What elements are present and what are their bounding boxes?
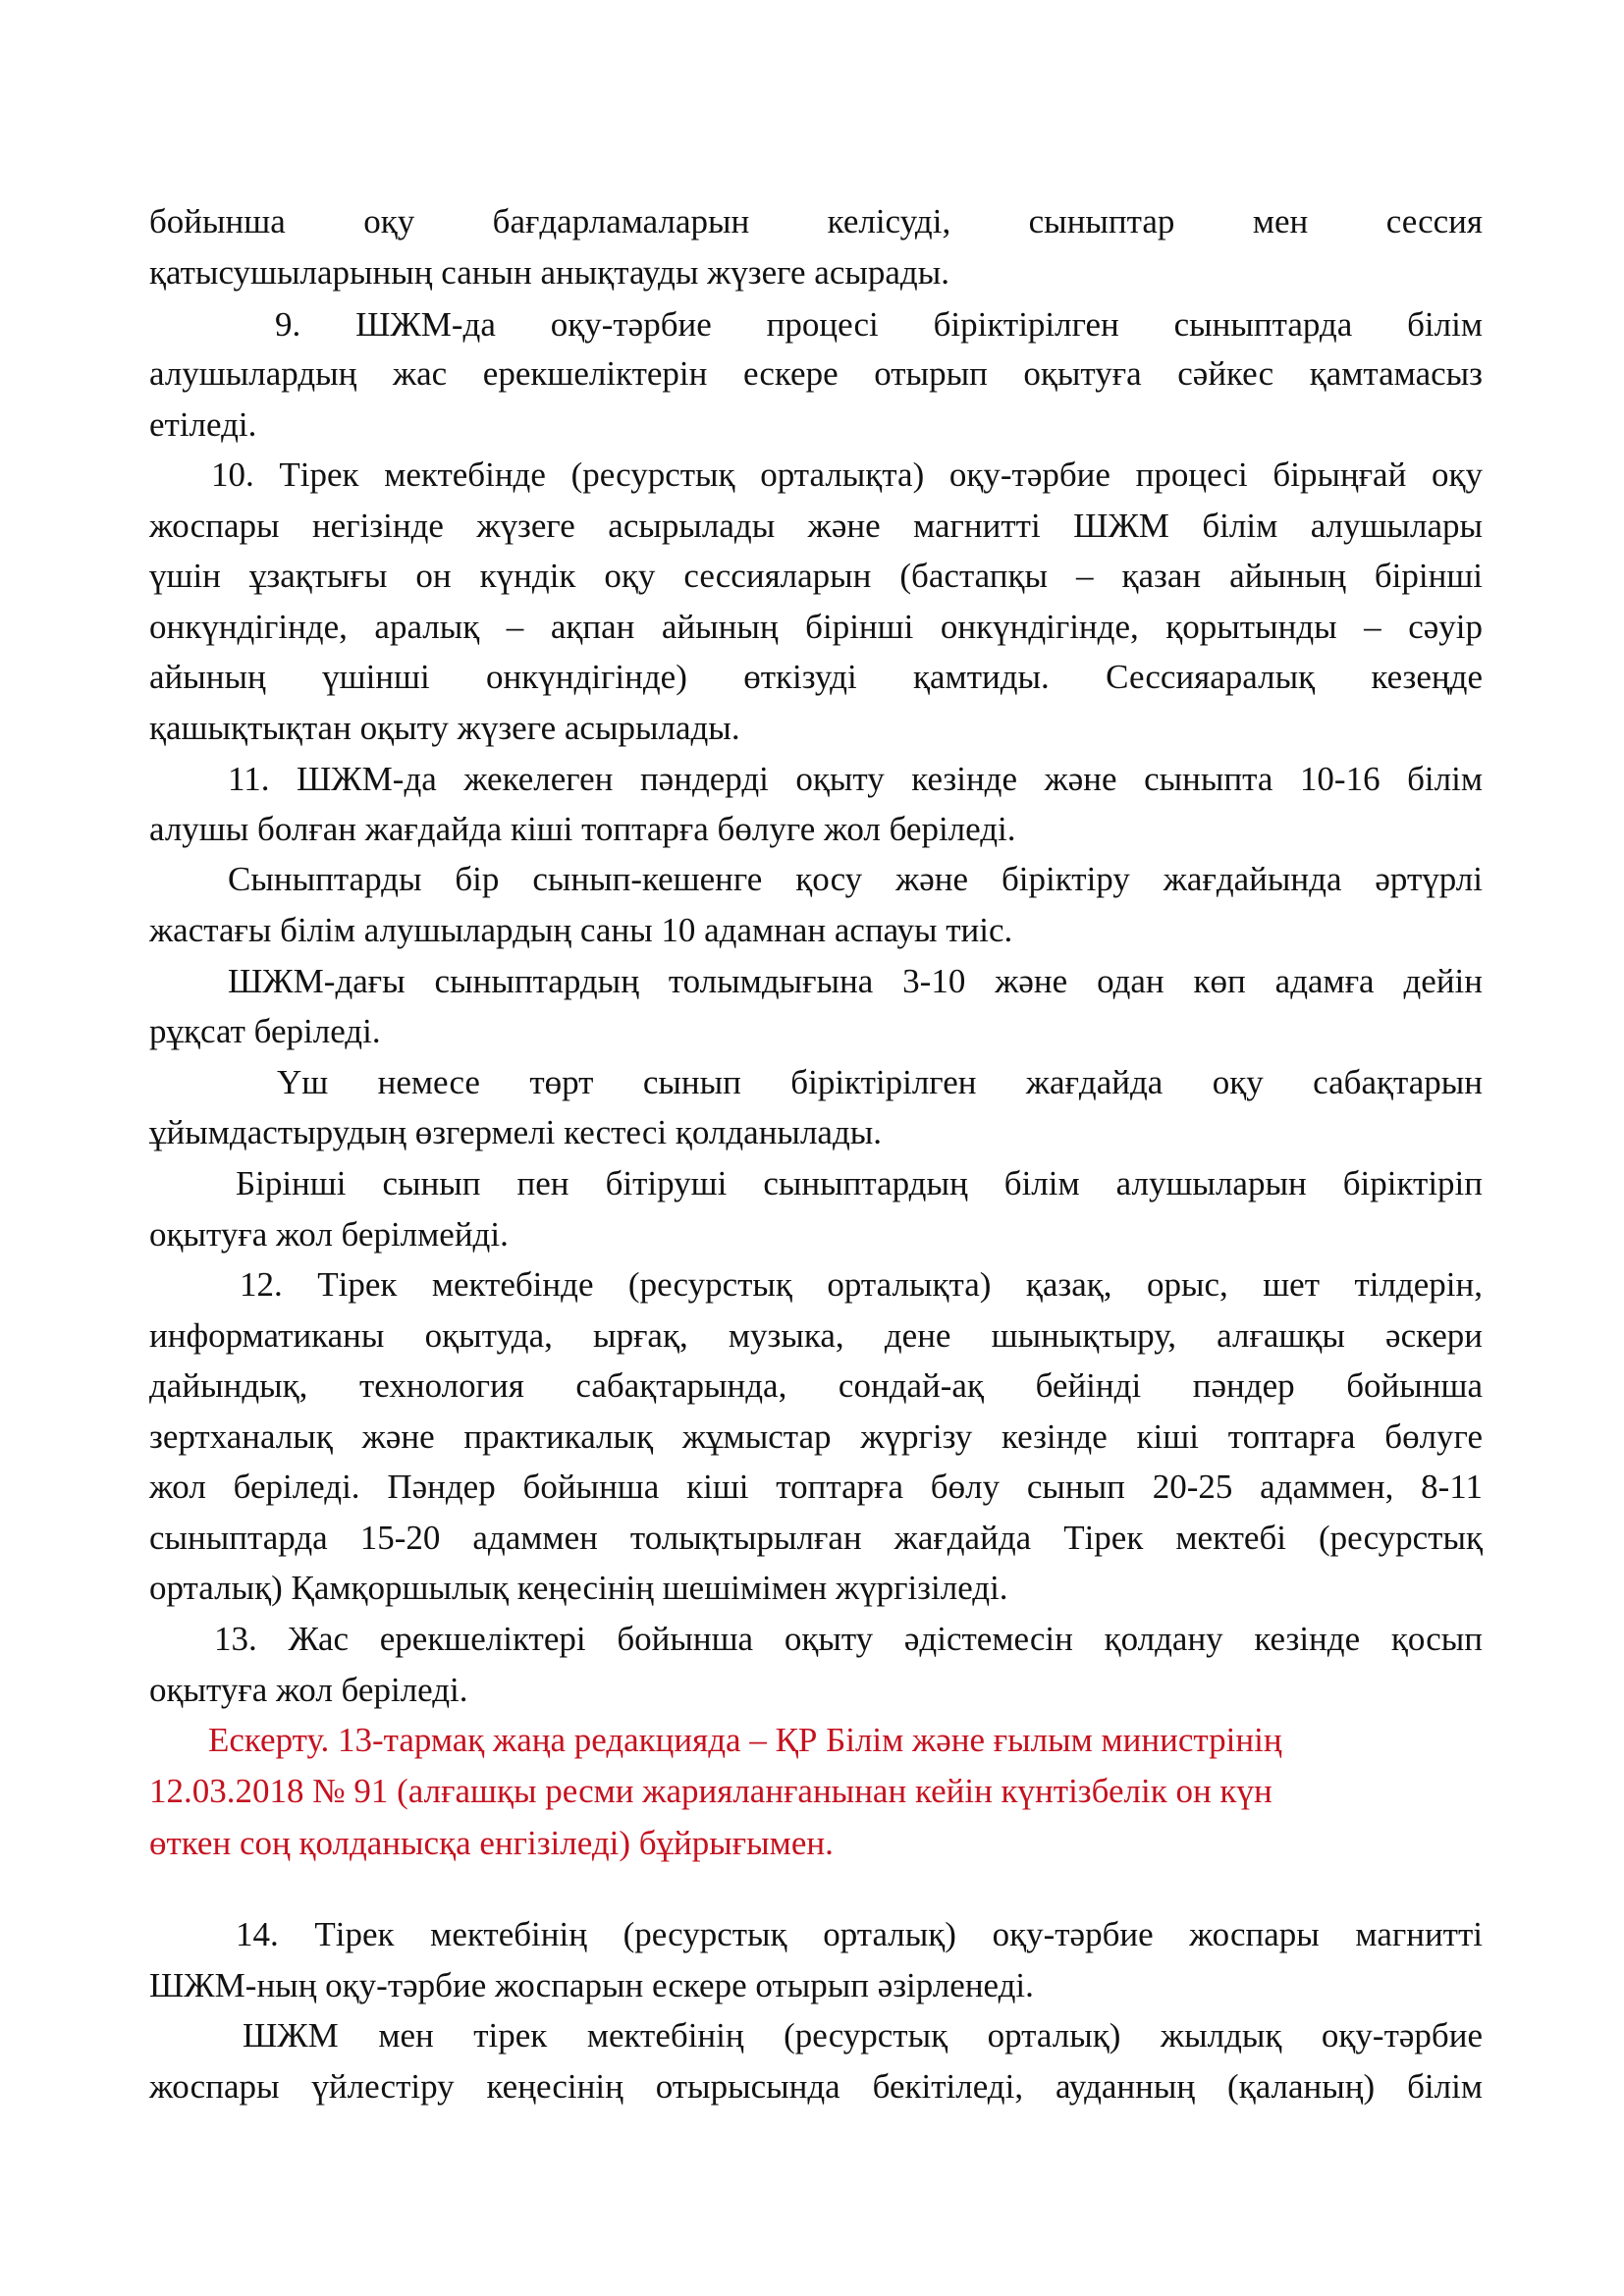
paragraph-line: қашықтықтан оқыту жүзеге асырылады. [149, 709, 740, 747]
paragraph-line: айының үшінші онкүндігінде) өткізуді қамтиды. Сессияаралық кезеңде [149, 658, 1483, 696]
paragraph-line: ШЖМ-ның оқу-тәрбие жоспарын ескере отырып әзірленеді. [149, 1966, 1034, 2004]
paragraph-line: дайындық, технология сабақтарында, сондай-ақ бейінді пәндер бойынша [149, 1366, 1483, 1405]
paragraph-line: зертханалық және практикалық жұмыстар жүргізу кезінде кіші топтарға бөлуге [149, 1417, 1483, 1456]
paragraph-line: ұйымдастырудың өзгермелі кестесі қолданылады. [149, 1113, 883, 1151]
amendment-note-line: Ескерту. 13-тармақ жаңа редакцияда – ҚР Білім және ғылым министрінің [208, 1721, 1282, 1759]
paragraph-line: 11. ШЖМ-да жекелеген пәндерді оқыту кезінде және сыныпта 10-16 білім [228, 760, 1483, 798]
paragraph-line: Үш немесе төрт сынып біріктірілген жағдайда оқу сабақтарын [277, 1063, 1483, 1101]
amendment-note-line: 12.03.2018 № 91 (алғашқы ресми жарияланғанынан кейін күнтізбелік он күн [149, 1772, 1272, 1810]
paragraph-line: алушылардың жас ерекшеліктерін ескере отырып оқытуға сәйкес қамтамасыз [149, 354, 1483, 393]
paragraph-line: жол беріледі. Пәндер бойынша кіші топтарға бөлу сынып 20-25 адаммен, 8-11 [149, 1468, 1483, 1506]
paragraph-line: орталық) Қамқоршылық кеңесінің шешімімен жүргізіледі. [149, 1569, 1008, 1607]
paragraph-line: информатиканы оқытуда, ырғақ, музыка, дене шынықтыру, алғашқы әскери [149, 1316, 1483, 1355]
paragraph-line: алушы болған жағдайда кіші топтарға бөлуге жол беріледі. [149, 810, 1016, 848]
paragraph-line: 10. Тірек мектебінде (ресурстық орталықта) оқу-тәрбие процесі бірыңғай оқу [211, 455, 1483, 494]
paragraph-line: бойынша оқу бағдарламаларын келісуді, сыныптар мен сессия [149, 202, 1483, 240]
paragraph-line: 9. ШЖМ-да оқу-тәрбие процесі біріктірілген сыныптарда білім [275, 305, 1483, 344]
paragraph-line: үшін ұзақтығы он күндік оқу сессияларын (бастапқы – қазан айының бірінші [149, 557, 1483, 595]
paragraph-line: сыныптарда 15-20 адаммен толықтырылған жағдайда Тірек мектебі (ресурстық [149, 1519, 1483, 1557]
paragraph-line: Бірінші сынып пен бітіруші сыныптардың білім алушыларын біріктіріп [236, 1164, 1483, 1202]
paragraph-line: рұқсат беріледі. [149, 1012, 381, 1050]
paragraph-line: ШЖМ мен тірек мектебінің (ресурстық орталық) жылдық оқу-тәрбие [243, 2016, 1483, 2055]
paragraph-line: етіледі. [149, 405, 257, 444]
paragraph-line: онкүндігінде, аралық – ақпан айының бірінші онкүндігінде, қорытынды – сәуір [149, 608, 1483, 646]
paragraph-line: оқытуға жол берілмейді. [149, 1215, 509, 1254]
paragraph-line: жоспары негізінде жүзеге асырылады және магнитті ШЖМ білім алушылары [149, 507, 1483, 545]
amendment-note-line: өткен соң қолданысқа енгізіледі) бұйрығымен. [149, 1824, 834, 1862]
paragraph-line: жоспары үйлестіру кеңесінің отырысында бекітіледі, ауданның (қаланың) білім [149, 2067, 1483, 2106]
paragraph-line: 13. Жас ерекшеліктері бойынша оқыту әдістемесін қолдану кезінде қосып [214, 1620, 1483, 1658]
paragraph-line: Сыныптарды бір сынып-кешенге қосу және біріктіру жағдайында әртүрлі [228, 860, 1483, 898]
paragraph-line: 14. Тірек мектебінің (ресурстық орталық) оқу-тәрбие жоспары магнитті [236, 1915, 1483, 1953]
paragraph-line: жастағы білім алушылардың саны 10 адамнан аспауы тиіс. [149, 911, 1013, 949]
paragraph-line: қатысушыларының санын анықтауды жүзеге асырады. [149, 253, 949, 292]
paragraph-line: 12. Тірек мектебінде (ресурстық орталықта) қазақ, орыс, шет тілдерін, [240, 1265, 1483, 1304]
paragraph-line: оқытуға жол беріледі. [149, 1671, 468, 1709]
paragraph-line: ШЖМ-дағы сыныптардың толымдығына 3-10 және одан көп адамға дейін [228, 962, 1483, 1000]
